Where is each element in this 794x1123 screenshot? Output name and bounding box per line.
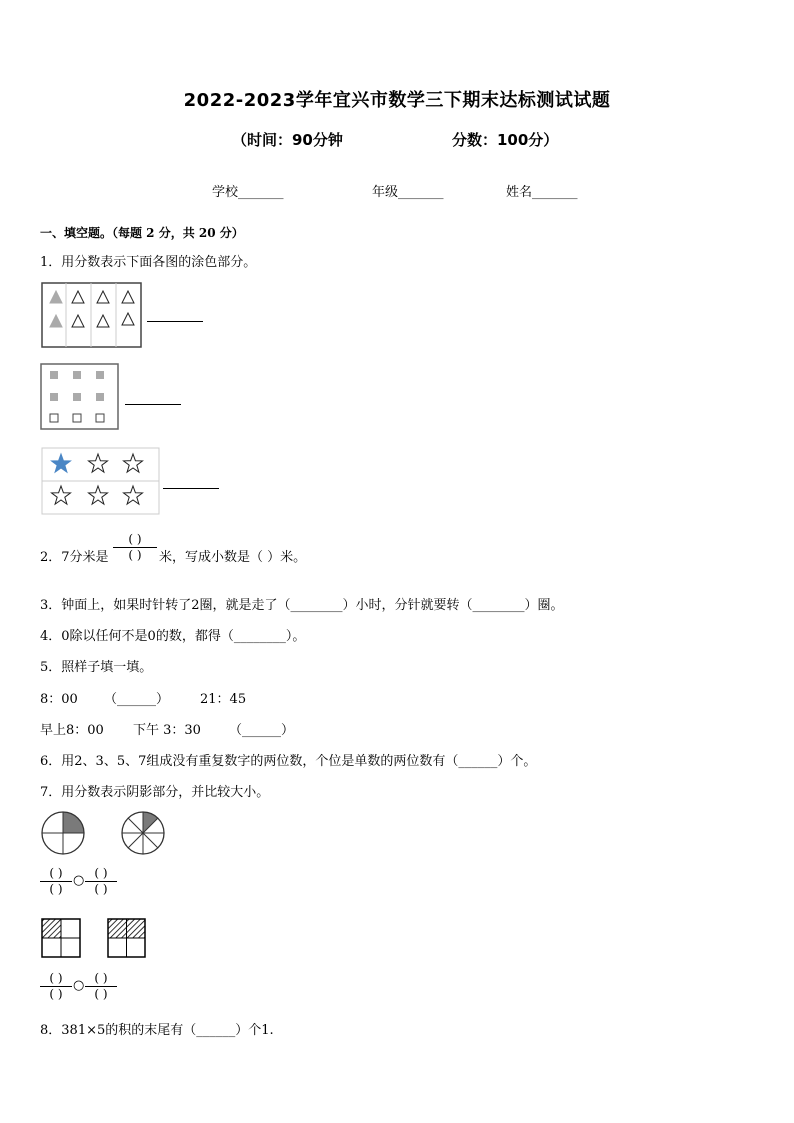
question-3: 3．钟面上，如果时针转了2圈，就是走了（________）小时，分针就要转（________）圈。	[40, 598, 564, 613]
hatched-square-figures	[40, 917, 150, 961]
fraction-blank: ( ) ( )	[40, 866, 72, 897]
score-label: 分数：100分）	[452, 131, 559, 149]
name-field: 姓名_______	[506, 185, 578, 200]
shaded-square	[96, 393, 104, 401]
question-1: 1．用分数表示下面各图的涂色部分。	[40, 255, 257, 270]
square	[73, 414, 81, 422]
eighth-circle-figure	[122, 812, 164, 854]
fraction-blank: ( ) ( )	[85, 866, 117, 897]
question-4: 4．0除以任何不是0的数，都得（________）。	[40, 629, 306, 644]
half-square-figure	[108, 919, 145, 957]
question-8: 8．381×5的积的末尾有（______）个1.	[40, 1023, 274, 1038]
question-5: 5．照样子填一填。	[40, 660, 153, 675]
question-6: 6．用2、3、5、7组成没有重复数字的两位数，个位是单数的两位数有（______）个。	[40, 754, 537, 769]
question-2-part-b: 米，写成小数是（ ）米。	[159, 550, 307, 565]
time-blank-1: （______）	[104, 692, 170, 707]
school-field: 学校_______	[212, 185, 284, 200]
compare-circle: ○	[73, 978, 85, 993]
quarter-square-figure	[42, 919, 80, 957]
compare-circle: ○	[73, 873, 85, 888]
time-example-2: 21：45	[200, 692, 247, 707]
answer-line	[147, 321, 203, 322]
question-2-part-a: 2．7分米是	[40, 550, 109, 565]
page-title: 2022-2023学年宜兴市数学三下期末达标测试试题	[183, 90, 611, 111]
time-blank-2: （______）	[229, 723, 295, 738]
grade-field: 年级_______	[372, 185, 444, 200]
triangle-grid-figure	[41, 282, 143, 349]
circle-figures	[40, 810, 170, 858]
section-heading: 一、填空题。（每题 2 分，共 20 分）	[40, 226, 244, 240]
shaded-square	[73, 393, 81, 401]
time-example-4: 下午 3：30	[133, 723, 201, 738]
shaded-square	[50, 371, 58, 379]
time-example-3: 早上8：00	[40, 723, 104, 738]
time-example-1: 8：00	[40, 692, 78, 707]
fraction-blank: ( ) ( )	[40, 971, 72, 1002]
fraction-blank: ( ) ( )	[113, 532, 157, 563]
quarter-circle-figure	[42, 812, 84, 854]
fraction-blank: ( ) ( )	[85, 971, 117, 1002]
square	[50, 414, 58, 422]
answer-line	[163, 488, 219, 489]
shaded-square	[50, 393, 58, 401]
answer-line	[125, 404, 181, 405]
question-7: 7．用分数表示阴影部分，并比较大小。	[40, 785, 270, 800]
star-grid-figure	[41, 447, 161, 515]
shaded-square	[73, 371, 81, 379]
time-label: （时间：90分钟	[232, 131, 343, 149]
square-grid-figure	[40, 363, 120, 431]
square	[96, 414, 104, 422]
shaded-square	[96, 371, 104, 379]
